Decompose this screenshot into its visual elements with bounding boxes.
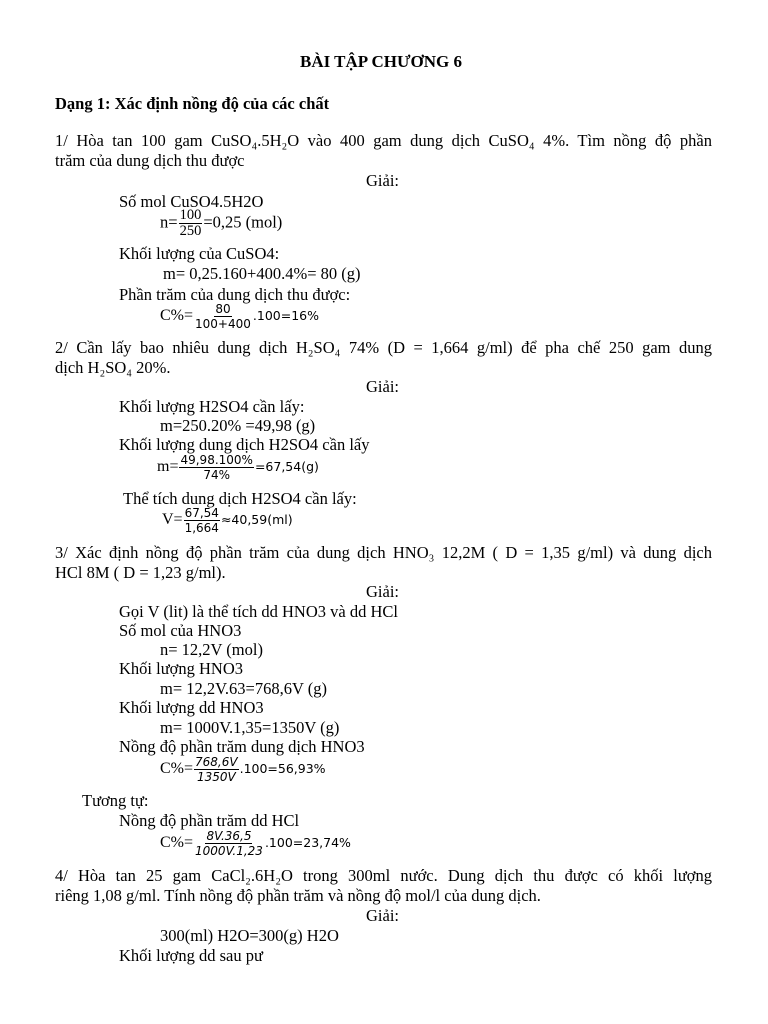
numerator: 80 bbox=[215, 302, 231, 316]
p3-similarly: Tương tự: bbox=[82, 791, 149, 810]
formula-suffix: .100=23,74% bbox=[264, 835, 351, 850]
numerator: 8V.36,5 bbox=[206, 829, 252, 843]
formula-prefix: C%= bbox=[160, 307, 194, 324]
problem-4-line-2: riêng 1,08 g/ml. Tính nồng độ phần trăm và nồng độ mol/l của dung dịch. bbox=[55, 886, 541, 905]
p3-text-4: Khối lượng dd HNO3 bbox=[119, 698, 264, 717]
fraction bbox=[194, 829, 264, 858]
fraction bbox=[184, 506, 220, 535]
p3-text-1: Gọi V (lit) là thể tích dd HNO3 và dd HCl bbox=[119, 602, 398, 621]
formula-prefix: V= bbox=[162, 511, 183, 528]
section-heading: Dạng 1: Xác định nồng độ của các chất bbox=[55, 94, 330, 113]
p3-formula-m1: m= 12,2V.63=768,6V (g) bbox=[160, 679, 327, 698]
problem-2-line-1: 2/ Cần lấy bao nhiêu dung dịch H₂SO₄ 74% (D = 1,664 g/ml) để pha chế 250 gam dung bbox=[55, 338, 712, 357]
formula-suffix: ≈40,59(ml) bbox=[220, 512, 293, 527]
problem-2-line-2: dịch H₂SO₄ 20%. bbox=[55, 358, 171, 377]
p2-formula-m2 bbox=[157, 453, 319, 482]
numerator: 100 bbox=[179, 207, 202, 223]
p1-formula-n bbox=[160, 208, 282, 239]
fraction bbox=[194, 302, 252, 331]
formula-suffix: .100=16% bbox=[252, 308, 319, 323]
numerator: 768,6V bbox=[195, 755, 238, 769]
formula-suffix: =67,54(g) bbox=[254, 459, 319, 474]
denominator: 250 bbox=[179, 223, 202, 239]
page-title: BÀI TẬP CHƯƠNG 6 bbox=[300, 52, 462, 71]
p4-text-2: Khối lượng dd sau pư bbox=[119, 946, 263, 965]
p2-text-1: Khối lượng H2SO4 cần lấy: bbox=[119, 397, 305, 416]
denominator: 1,664 bbox=[184, 521, 219, 535]
p3-text-3: Khối lượng HNO3 bbox=[119, 659, 243, 678]
fraction bbox=[179, 453, 253, 482]
solution-label: Giải: bbox=[366, 171, 399, 190]
p3-formula-m2: m= 1000V.1,35=1350V (g) bbox=[160, 718, 340, 737]
problem-3-line-2: HCl 8M ( D = 1,23 g/ml). bbox=[55, 563, 226, 582]
formula-prefix: n= bbox=[160, 212, 178, 232]
fraction bbox=[194, 755, 239, 784]
fraction bbox=[179, 208, 203, 239]
formula-prefix: m= bbox=[157, 458, 179, 475]
solution-label: Giải: bbox=[366, 906, 399, 925]
p3-text-2: Số mol của HNO3 bbox=[119, 621, 242, 640]
numerator: 49,98.100% bbox=[180, 453, 253, 467]
problem-4-line-1: 4/ Hòa tan 25 gam CaCl₂.6H₂O trong 300ml nước. Dung dịch thu được có khối lượng bbox=[55, 866, 712, 885]
p1-formula-c bbox=[160, 302, 319, 331]
p3-formula-c1 bbox=[160, 755, 326, 784]
p2-formula-m1: m=250.20% =49,98 (g) bbox=[160, 416, 316, 435]
p4-text-1: 300(ml) H2O=300(g) H2O bbox=[160, 926, 339, 945]
denominator: 1000V.1,23 bbox=[195, 844, 263, 858]
solution-label: Giải: bbox=[366, 377, 399, 396]
solution-label: Giải: bbox=[366, 582, 399, 601]
p2-text-2: Khối lượng dung dịch H2SO4 cần lấy bbox=[119, 435, 370, 454]
denominator: 74% bbox=[203, 468, 231, 482]
problem-1-line-2: trăm của dung dịch thu được bbox=[55, 151, 245, 170]
p2-text-3: Thể tích dung dịch H2SO4 cần lấy: bbox=[123, 489, 357, 508]
formula-suffix: =0,25 (mol) bbox=[203, 212, 283, 232]
p1-text-3: Phần trăm của dung dịch thu được: bbox=[119, 285, 351, 304]
formula-prefix: C%= bbox=[160, 760, 194, 777]
problem-3-line-1: 3/ Xác định nồng độ phần trăm của dung dịch HNO₃ 12,2M ( D = 1,35 g/ml) và dung dịch bbox=[55, 543, 712, 562]
p1-formula-m: m= 0,25.160+400.4%= 80 (g) bbox=[163, 264, 361, 283]
p2-formula-v bbox=[162, 506, 293, 535]
p3-formula-c2 bbox=[160, 829, 351, 858]
p1-text-1: Số mol CuSO4.5H2O bbox=[119, 192, 264, 211]
denominator: 1350V bbox=[196, 770, 236, 784]
formula-prefix: C%= bbox=[160, 834, 194, 851]
p3-text-5: Nồng độ phần trăm dung dịch HNO3 bbox=[119, 737, 365, 756]
p1-text-2: Khối lượng của CuSO4: bbox=[119, 244, 280, 263]
p3-formula-n: n= 12,2V (mol) bbox=[160, 640, 263, 659]
problem-1-line-1: 1/ Hòa tan 100 gam CuSO₄.5H₂O vào 400 gam dung dịch CuSO₄ 4%. Tìm nồng độ phần bbox=[55, 131, 712, 150]
numerator: 67,54 bbox=[184, 506, 219, 520]
formula-suffix: .100=56,93% bbox=[239, 761, 326, 776]
p3-text-6: Nồng độ phần trăm dd HCl bbox=[119, 811, 300, 830]
denominator: 100+400 bbox=[195, 317, 251, 331]
